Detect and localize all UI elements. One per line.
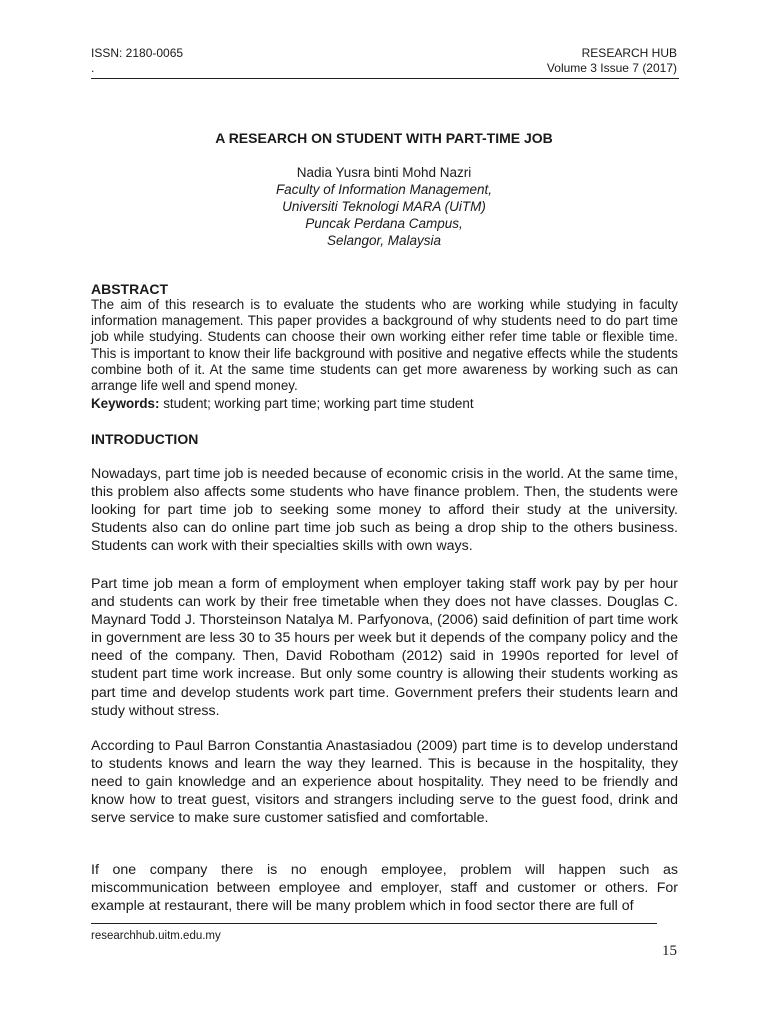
- affiliation-line: Universiti Teknologi MARA (UiTM): [282, 199, 486, 214]
- intro-paragraph: According to Paul Barron Constantia Anastasiadou (2009) part time is to develop understand to students knows and learn the way they learned. This is because in the hospitality, they need to gain knowledge and an experience about hospitality. They need to be friendly and know how to treat guest, visitors and strangers including serve to the guest food, drink and serve service to make sure customer satisfied and comfortable.: [91, 738, 678, 827]
- affiliation-line: Faculty of Information Management,: [275, 182, 493, 197]
- header-dot: .: [91, 61, 95, 75]
- author-name: Nadia Yusra binti Mohd Nazri: [296, 165, 472, 180]
- header-left: [91, 46, 183, 76]
- intro-paragraph: Part time job mean a form of employment when employer taking staff work pay by per hour and students can work by their free timetable when they does not have classes. Douglas C. Maynard Todd J. Thorsteinson Natalya M. Parfyonova, (2006) said definition of part time work in government are less 30 to 35 hours per week but it depends of the company policy and the need of the company. Then, David Robotham (2012) said in 1990s reported for level of student part time work increase. But only some country is allowing their students working as part time and develop students work part time. Government prefers their students learn and study without stress.: [91, 576, 678, 719]
- abstract-text: The aim of this research is to evaluate the students who are working while studying in faculty information management. This paper provides a background of why students need to do part time job while studying. Students can choose their own working either refer time table or flexible time. This is important to know their life background with positive and negative effects while the students combine both of it. At the same time students can get more awareness by working such as can arrange life well and spend money.: [91, 297, 678, 394]
- introduction-heading: INTRODUCTION: [91, 431, 199, 447]
- paper-title: A RESEARCH ON STUDENT WITH PART-TIME JOB: [215, 130, 553, 146]
- footer-rule: [91, 923, 657, 924]
- affiliation-line: Puncak Perdana Campus,: [305, 216, 463, 231]
- header-rule: [91, 78, 679, 79]
- keywords-line: [91, 396, 678, 412]
- header-right: [547, 46, 677, 76]
- affiliation-line: Selangor, Malaysia: [326, 233, 442, 248]
- page-number: 15: [662, 943, 677, 959]
- journal-name: RESEARCH HUB: [581, 46, 677, 60]
- issn-text: ISSN: 2180-0065: [91, 46, 184, 60]
- footer-url: researchhub.uitm.edu.my: [91, 930, 221, 942]
- keywords-text: student; working part time; working part time student: [159, 396, 474, 411]
- abstract-heading: ABSTRACT: [91, 281, 168, 297]
- intro-paragraph: If one company there is no enough employee, problem will happen such as miscommunication between employee and employer, staff and customer or others. For example at restaurant, there will be many problem which in food sector there are full of: [91, 862, 678, 915]
- volume-issue: Volume 3 Issue 7 (2017): [546, 61, 677, 75]
- keywords-label: Keywords:: [91, 396, 160, 411]
- affiliation-block: [91, 181, 677, 249]
- intro-paragraph: Nowadays, part time job is needed because of economic crisis in the world. At the same time, this problem also affects some students who have finance problem. Then, the students were looking for part time job to seeking some money to afford their study at the university. Students also can do online part time job such as being a drop ship to the others business. Students can work with their specialties skills with own ways.: [91, 466, 678, 555]
